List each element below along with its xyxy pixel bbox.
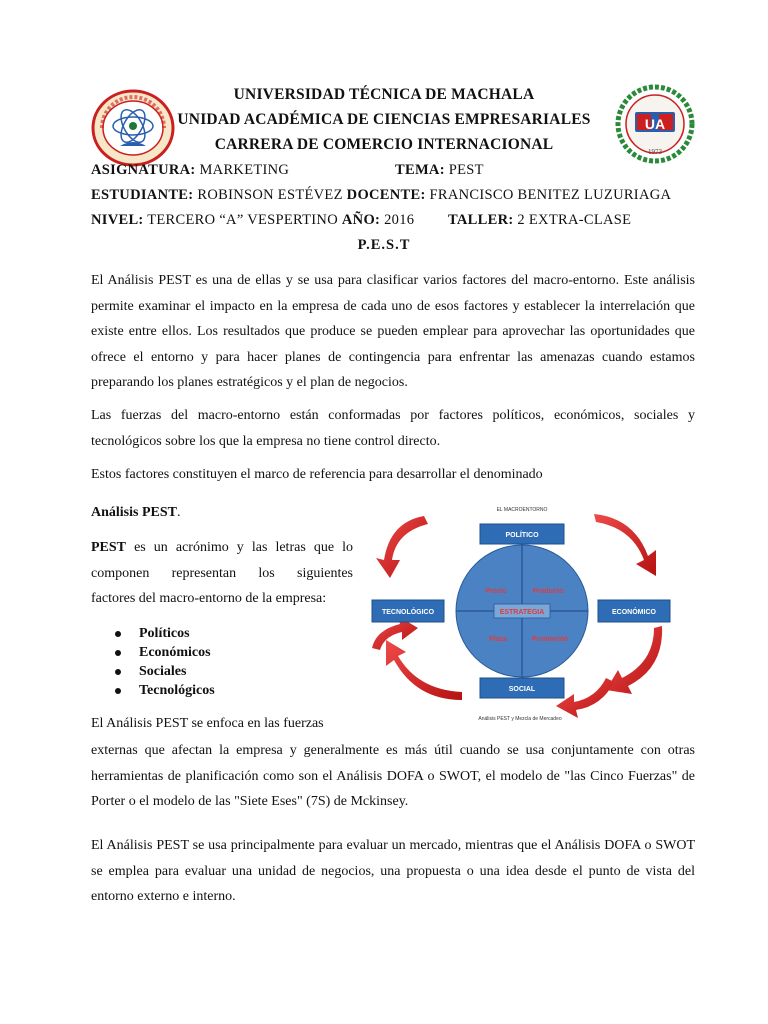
taller-label: TALLER:: [448, 212, 514, 228]
tema-label: TEMA:: [395, 162, 445, 178]
estudiante-value: ROBINSON ESTÉVEZ: [197, 187, 343, 203]
bullet-icon: [115, 631, 121, 637]
document-title: P.E.S.T: [357, 237, 411, 253]
pest-factors-list: [91, 624, 351, 700]
arrow-icon: [386, 640, 462, 700]
diagram-title: EL MACROENTORNO: [496, 507, 548, 513]
arrow-icon: [594, 514, 656, 576]
docente-label: DOCENTE:: [346, 187, 426, 203]
arrow-icon: [376, 516, 428, 578]
list-item: [91, 624, 351, 643]
pest-acronym-block: [91, 535, 353, 612]
asignatura-value: MARKETING: [199, 162, 290, 178]
docente-value: FRANCISCO BENITEZ LUZURIAGA: [429, 187, 672, 203]
list-item-label: Políticos: [139, 626, 190, 641]
nivel-label: NIVEL:: [91, 212, 144, 228]
paragraph-focus-text: externas que afectan la empresa y generalmente es más útil cuando se usa conjuntamente con otras herramientas de planificación como son el Análisis DOFA o SWOT, el modelo de "las Cinco Fuerzas" de Porter o el modelo de las "Siete Eses" (7S) de Mckinsey.: [91, 743, 695, 809]
analisis-pest-heading-dot: .: [176, 505, 181, 520]
price-label: Precio: [485, 588, 507, 595]
career-name: CARRERA DE COMERCIO INTERNACIONAL: [214, 136, 554, 153]
pest-line-1: [91, 535, 353, 561]
paragraph-intro: [91, 268, 695, 396]
analisis-pest-heading-text: Análisis PEST: [91, 505, 177, 520]
info-row-topic: [395, 162, 484, 179]
pest-line-2: componen representan los siguientes: [91, 565, 353, 581]
asignatura-label: ASIGNATURA:: [91, 162, 196, 178]
seal-right-letters: UA: [644, 116, 666, 132]
bullet-icon: [115, 669, 121, 675]
pest-diagram: [366, 500, 678, 726]
place-label: Plaza: [489, 636, 507, 643]
info-row-subject: [91, 162, 289, 179]
analisis-pest-heading: [91, 500, 291, 526]
promotion-label: Promoción: [531, 636, 569, 643]
academic-unit: UNIDAD ACADÉMICA DE CIENCIAS EMPRESARIALES: [177, 111, 591, 128]
list-item: [91, 662, 351, 681]
list-item-label: Tecnológicos: [139, 683, 215, 698]
product-label: Producto: [532, 588, 564, 595]
info-row-workshop: [448, 212, 631, 229]
seal-right-year: 1973: [648, 148, 662, 156]
info-row-people: [91, 187, 671, 204]
taller-value: 2 EXTRA-CLASE: [517, 212, 632, 228]
anio-label: AÑO:: [341, 212, 381, 228]
paragraph-intro-text: El Análisis PEST es una de ellas y se usa para clasificar varios factores del macro-entorno. Este análisis permite examinar el impacto en la empresa de cada uno de esos factores y establecer la interrelación que existe entre ellos. Los resultados que produce se pueden emplear para aprovechar las oportunidades que ofrece el entorno y para hacer planes de contingencia para enfrentar las amenazas cuando estamos preparando los planes estratégicos y el plan de negocios.: [91, 273, 695, 390]
estudiante-label: ESTUDIANTE:: [91, 187, 194, 203]
social-label: SOCIAL: [508, 686, 536, 693]
arrow-icon: [606, 626, 662, 694]
nivel-value: TERCERO “A” VESPERTINO: [147, 212, 338, 228]
diagram-caption: Análisis PEST y Mezcla de Mercadeo: [478, 716, 562, 722]
anio-value: 2016: [384, 212, 415, 228]
list-item: [91, 681, 351, 700]
pest-line-1-text: es un acrónimo y las letras que lo: [134, 540, 353, 555]
arrow-icon: [556, 678, 614, 718]
paragraph-forces: [91, 403, 695, 454]
tecnologico-label: TECNOLÓGICO: [381, 609, 435, 616]
info-row-level: [91, 212, 414, 229]
university-name: UNIVERSIDAD TÉCNICA DE MACHALA: [233, 86, 535, 103]
paragraph-focus-first-line: [91, 711, 361, 737]
paragraph-framework: [91, 462, 695, 488]
paragraph-usage-text: El Análisis PEST se usa principalmente para evaluar un mercado, mientras que el Análisis DOFA o SWOT se emplea para evaluar una unidad de negocios, una propuesta o una idea desde el punto de vista del entorno externo e interno.: [91, 838, 695, 904]
pest-bold: PEST: [91, 540, 127, 555]
economico-label: ECONÓMICO: [612, 609, 656, 616]
paragraph-focus-first-text: El Análisis PEST se enfoca en las fuerzas: [91, 716, 324, 731]
list-item-label: Sociales: [139, 664, 187, 679]
list-item: [91, 643, 351, 662]
paragraph-framework-text: Estos factores constituyen el marco de referencia para desarrollar el denominado: [91, 467, 543, 482]
strategy-label: ESTRATEGIA: [499, 609, 545, 616]
paragraph-focus: [91, 738, 695, 815]
tema-value: PEST: [448, 162, 484, 178]
bullet-icon: [115, 650, 121, 656]
pest-line-3: factores del macro-entorno de la empresa:: [91, 591, 327, 606]
bullet-icon: [115, 688, 121, 694]
paragraph-forces-text: Las fuerzas del macro-entorno están conformadas por factores políticos, económicos, sociales y tecnológicos sobre los que la empresa no tiene control directo.: [91, 408, 695, 449]
politico-label: POLÍTICO: [505, 532, 539, 539]
paragraph-usage: [91, 833, 695, 910]
pest-diagram-graphic: [366, 500, 678, 726]
list-item-label: Económicos: [139, 645, 211, 660]
